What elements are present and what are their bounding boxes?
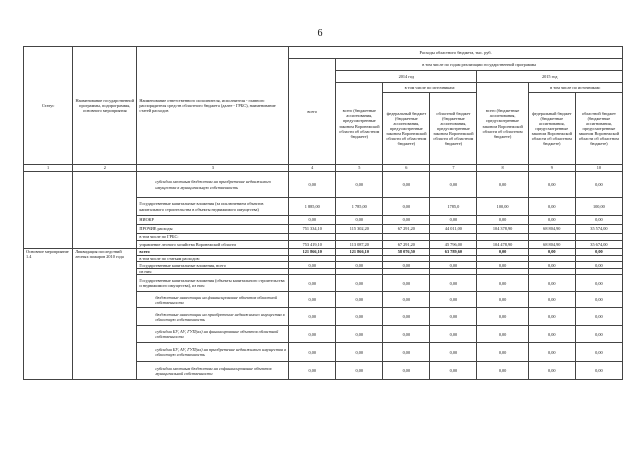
value-cell: 0,00 (383, 326, 430, 343)
value-cell: 0,00 (575, 362, 622, 380)
value-cell: 115 302,20 (336, 225, 383, 234)
value-cell: 0,00 (477, 343, 528, 362)
value-cell (430, 234, 477, 241)
value-cell: 35 574,00 (575, 225, 622, 234)
value-cell: 0,00 (477, 262, 528, 269)
row-label: в том числе по ГРБС: (137, 234, 289, 241)
value-cell: 0,00 (528, 343, 575, 362)
value-cell: 0,00 (430, 362, 477, 380)
program-cell (73, 172, 137, 249)
value-cell: 0,00 (575, 292, 622, 308)
col-num: 10 (575, 165, 622, 172)
value-cell: 0,00 (289, 216, 336, 225)
status-cell (24, 172, 73, 249)
value-cell: 0,00 (477, 362, 528, 380)
table-row (24, 172, 623, 198)
value-cell: 0,00 (336, 326, 383, 343)
value-cell: 0,00 (383, 292, 430, 308)
value-cell: 58 076,50 (383, 249, 430, 256)
value-cell: 0,00 (528, 308, 575, 326)
value-cell: 1 885,00 (289, 198, 336, 216)
value-cell: 0,00 (336, 343, 383, 362)
value-cell: 0,00 (289, 326, 336, 343)
program-cell: Ликвидация последствий лесных пожаров 2010 года (73, 249, 137, 380)
value-cell: 0,00 (336, 362, 383, 380)
value-cell: 0,00 (289, 275, 336, 292)
value-cell: 0,00 (528, 198, 575, 216)
value-cell: 67 291,20 (383, 241, 430, 249)
row-label: бюджетные инвестиции на приобретение недвижимого имущества в областную собственность (137, 308, 289, 326)
header-2014-sources: в том числе по источникам: (383, 83, 477, 93)
value-cell: 1785,0 (430, 198, 477, 216)
value-cell: 0,00 (477, 308, 528, 326)
header-2015-total: всего (бюджетные ассигнования, предусмотренные законом Воронежской области об областном бюджете) (477, 83, 528, 165)
value-cell: 0,00 (336, 262, 383, 269)
row-label: субсидии БУ, АУ, ГУП(ах) на финансирование объектов областной собственности (137, 326, 289, 343)
header-by-program: в том числе по годам реализации государственной программы (336, 59, 623, 71)
value-cell: 0,00 (477, 249, 528, 256)
value-cell: 1 785,00 (336, 198, 383, 216)
value-cell: 0,00 (477, 216, 528, 225)
value-cell (289, 234, 336, 241)
value-cell: 0,00 (289, 172, 336, 198)
value-cell: 751 334,10 (289, 225, 336, 234)
value-cell: 0,00 (430, 292, 477, 308)
value-cell: 0,00 (289, 362, 336, 380)
col-num: 5 (336, 165, 383, 172)
value-cell: 104 378,90 (477, 225, 528, 234)
value-cell (336, 234, 383, 241)
header-program: Наименование государственной программы, подпрограммы, основного мероприятия (73, 47, 137, 165)
value-cell: 0,00 (383, 262, 430, 269)
value-cell: 753 419,10 (289, 241, 336, 249)
value-cell (477, 234, 528, 241)
col-num: 6 (383, 165, 430, 172)
value-cell: 68 804,90 (528, 241, 575, 249)
value-cell: 121 866,10 (336, 249, 383, 256)
table-row (24, 249, 623, 256)
value-cell: 0,00 (477, 326, 528, 343)
value-cell: 0,00 (289, 262, 336, 269)
value-cell: 0,00 (383, 172, 430, 198)
value-cell: 0,00 (575, 308, 622, 326)
value-cell: 0,00 (477, 292, 528, 308)
value-cell: 0,00 (575, 275, 622, 292)
header-total: всего (289, 59, 336, 165)
col-num: 4 (289, 165, 336, 172)
value-cell: 0,00 (528, 292, 575, 308)
value-cell: 0,00 (575, 216, 622, 225)
col-num: 3 (137, 165, 289, 172)
row-label: в том числе по статьям расходов: (137, 256, 289, 262)
row-label: бюджетные инвестиции на финансирование объектов областной собственности (137, 292, 289, 308)
value-cell: 0,00 (575, 343, 622, 362)
value-cell: 68 804,90 (528, 225, 575, 234)
value-cell (528, 234, 575, 241)
value-cell: 0,00 (575, 326, 622, 343)
value-cell: 0,00 (528, 326, 575, 343)
value-cell: 0,00 (383, 343, 430, 362)
value-cell: 0,00 (528, 262, 575, 269)
value-cell: 0,00 (336, 172, 383, 198)
header-expenses: Расходы областного бюджета, тыс. руб. (289, 47, 623, 59)
value-cell: 0,00 (575, 249, 622, 256)
value-cell: 0,00 (383, 275, 430, 292)
status-cell: Основное мероприятие 1.4 (24, 249, 73, 380)
value-cell: 0,00 (383, 308, 430, 326)
header-2015-sources: в том числе по источникам: (528, 83, 622, 93)
row-label: Государственные капитальные вложения (за исключением объектов капитального строительства в объекты недвижимого имущества) (137, 198, 289, 216)
row-label: Государственные капитальные вложения (объекты капитального строительства и недвижимого имущества), из них: (137, 275, 289, 292)
value-cell: 0,00 (336, 292, 383, 308)
value-cell: 0,00 (336, 308, 383, 326)
column-numbers-row (24, 165, 623, 172)
value-cell: 0,00 (430, 343, 477, 362)
value-cell: 0,00 (528, 216, 575, 225)
value-cell: 0,00 (528, 172, 575, 198)
value-cell: 0,00 (575, 262, 622, 269)
value-cell: 0,00 (477, 275, 528, 292)
row-label: субсидии местным бюджетам на приобретение недвижимого имущества в муниципальную собственность (137, 172, 289, 198)
value-cell: 35 674,00 (575, 241, 622, 249)
value-cell: 0,00 (430, 326, 477, 343)
value-cell: 45 796,00 (430, 241, 477, 249)
value-cell: 67 291,20 (383, 225, 430, 234)
value-cell: 0,00 (289, 343, 336, 362)
value-cell: 0,00 (430, 262, 477, 269)
row-label: Государственные капитальные вложения, всего (137, 262, 289, 269)
value-cell: 0,00 (430, 275, 477, 292)
header-year-2015: 2015 год (477, 71, 623, 83)
value-cell: 63 789,60 (430, 249, 477, 256)
value-cell: 44 011,00 (430, 225, 477, 234)
value-cell: 0,00 (575, 172, 622, 198)
header-status: Статус (24, 47, 73, 165)
value-cell: 0,00 (528, 362, 575, 380)
value-cell: 0,00 (430, 172, 477, 198)
value-cell: 113 087,20 (336, 241, 383, 249)
row-label: субсидии БУ, АУ, ГУП(ах) на приобретение недвижимого имущества в областную собственность (137, 343, 289, 362)
col-num: 1 (24, 165, 73, 172)
budget-table (23, 46, 623, 380)
row-label: из них: (137, 269, 289, 275)
header-2014-regional: областной бюджет (бюджетные ассигнования, предусмотренные законом Воронежской области об областном бюджете) (430, 93, 477, 165)
page-number: 6 (317, 28, 323, 39)
header-executor: Наименование ответственного исполнителя, исполнителя - главного распорядителя средств областного бюджета (далее - ГРБС), наименование статей расходов (137, 47, 289, 165)
col-num: 9 (528, 165, 575, 172)
row-label: ПРОЧИЕ расходы (137, 225, 289, 234)
value-cell: 100,00 (477, 198, 528, 216)
value-cell: 0,00 (383, 198, 430, 216)
value-cell (383, 234, 430, 241)
value-cell: 121 866,10 (289, 249, 336, 256)
value-cell: 0,00 (336, 275, 383, 292)
row-label: НИОКР (137, 216, 289, 225)
col-num: 7 (430, 165, 477, 172)
header-2015-federal: федеральный бюджет (бюджетные ассигнования, предусмотренные законом Воронежской области об областном бюджете) (528, 93, 575, 165)
value-cell: 0,00 (528, 275, 575, 292)
row-label: субсидии местным бюджетам на софинансирование объектов муниципальной собственности (137, 362, 289, 380)
value-cell: 0,00 (289, 308, 336, 326)
value-cell: 0,00 (383, 362, 430, 380)
col-num: 8 (477, 165, 528, 172)
value-cell: 100,00 (575, 198, 622, 216)
value-cell: 0,00 (289, 292, 336, 308)
value-cell: 104 478,90 (477, 241, 528, 249)
col-num: 2 (73, 165, 137, 172)
header-year-2014: 2014 год (336, 71, 477, 83)
value-cell: 0,00 (430, 308, 477, 326)
value-cell: 0,00 (430, 216, 477, 225)
block1-section (24, 172, 623, 249)
header-2014-federal: федеральный бюджет (бюджетные ассигнования, предусмотренные законом Воронежской области об областном бюджете) (383, 93, 430, 165)
value-cell: 0,00 (528, 249, 575, 256)
row-label: всего (137, 249, 289, 256)
header-2014-total: всего (бюджетные ассигнования, предусмотренные законом Воронежской области об областном бюджете) (336, 83, 383, 165)
block2-section (24, 249, 623, 380)
value-cell: 0,00 (477, 172, 528, 198)
row-label: управление лесного хозяйства Воронежской области (137, 241, 289, 249)
value-cell (575, 234, 622, 241)
header-2015-regional: областной бюджет (бюджетные ассигнования, предусмотренные законом Воронежской области об областном бюджете) (575, 93, 622, 165)
value-cell: 0,00 (336, 216, 383, 225)
value-cell: 0,00 (383, 216, 430, 225)
